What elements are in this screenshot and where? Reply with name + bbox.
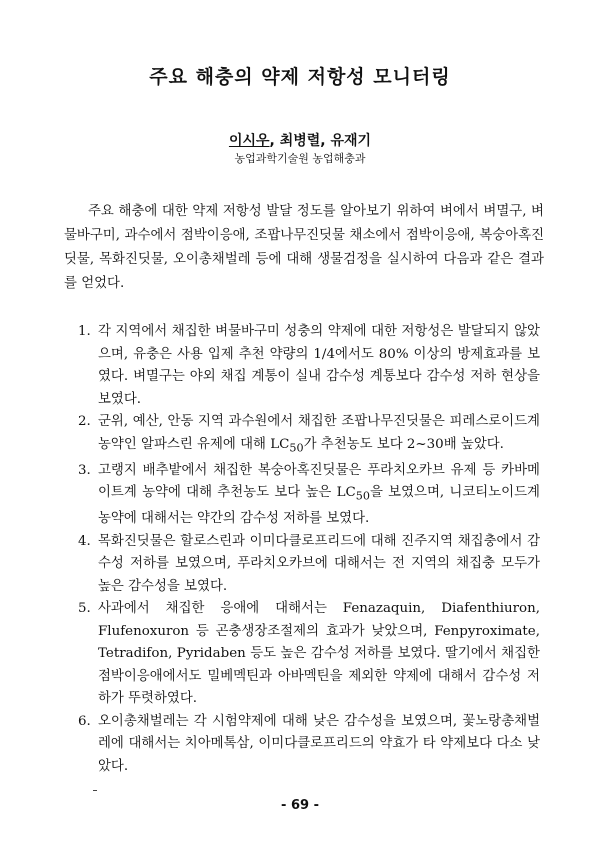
affiliation: 농업과학기술원 농업해충과 [234,152,366,165]
result-text-cont: 을 보였으며, 니코티노이드계 농약에 대해서는 약간의 감수성 저하를 보였다. [98,485,540,527]
result-item-1 [78,321,540,411]
result-number: 3. [78,462,91,478]
abstract-paragraph: 주요 해충에 대한 약제 저항성 발달 정도를 알아보기 위하여 벼에서 벼멸구, 벼물바구미, 과수에서 점박이응애, 조팝나무진딧물 채소에서 점박이응애, 복숭아혹진딧물, 목화진딧물, 오이총채벌레 등에 대해 생물검정을 실시하여 다음과 같은 결과를 얻었다. [64,204,544,291]
result-number: 6. [78,713,91,729]
result-text: 목화진딧물은 할로스린과 이미다클로프리드에 대해 진주지역 채집충에서 감수성 저하를 보였으며, 푸라치오카브에 대해서는 전 지역의 채집충 모두가 높은 감수성을 보였다. [98,533,540,594]
subscript-50: 50 [289,441,304,455]
result-text: 사과에서 채집한 응애에 대해서는 Fenazaquin, Diafenthiuron, Flufenoxuron 등 곤충생장조절제의 효과가 낮았으며, Fenpyroximate, Tetradifon, Pyridaben 등도 높은 감수성 저하를 보였다. 딸기에서 채집한 점박이응애에서도 밀베멕틴과 아바멕틴을 제외한 약제에 대해서 감수성 저하가 뚜렷하였다. [98,601,540,707]
author-line [0,130,600,150]
result-item-3 [78,460,540,531]
result-text-cont: 가 추천농도 보다 2~30배 높았다. [303,436,504,452]
paper-title: 주요 해충의 약제 저항성 모니터링 [149,66,451,88]
co-authors: , 최병렬, 유재기 [269,133,372,149]
result-number: 5. [78,601,91,617]
scan-mark [93,790,97,791]
result-item-6 [78,711,540,779]
result-item-5 [78,598,540,711]
subscript-50: 50 [355,489,370,503]
result-item-2 [78,411,540,460]
result-text: 군위, 예산, 안동 지역 과수원에서 채집한 조팝나무진딧물은 피레스로이드계 농약인 알파스린 유제에 대해 LC [98,414,540,452]
result-text: 고랭지 배추밭에서 채집한 복숭아혹진딧물은 푸라치오카브 유제 등 카바메이트계 농약에 대해 추천농도 보다 높은 LC [98,462,540,501]
page-number: - 69 - [281,798,319,813]
result-item-4 [78,531,540,599]
result-number: 1. [78,324,91,339]
result-text: 각 지역에서 채집한 벼물바구미 성충의 약제에 대한 저항성은 발달되지 않았으며, 유충은 사용 입제 추천 약량의 1/4에서도 80% 이상의 방제효과를 보였다. 벼멸구는 야외 채집 계통이 실내 감수성 계통보다 감수성 저하 현상을 보였다. [98,324,540,407]
result-number: 2. [78,414,91,429]
results-list [78,321,540,778]
result-text: 오이총채벌레는 각 시험약제에 대해 낮은 감수성을 보였으며, 꽃노랑총채벌레에 대해서는 치아메톡삼, 이미다클로프리드의 약효가 타 약제보다 다소 낮았다. [98,713,540,774]
result-number: 4. [78,533,91,549]
presenting-author: 이시우 [228,133,270,149]
